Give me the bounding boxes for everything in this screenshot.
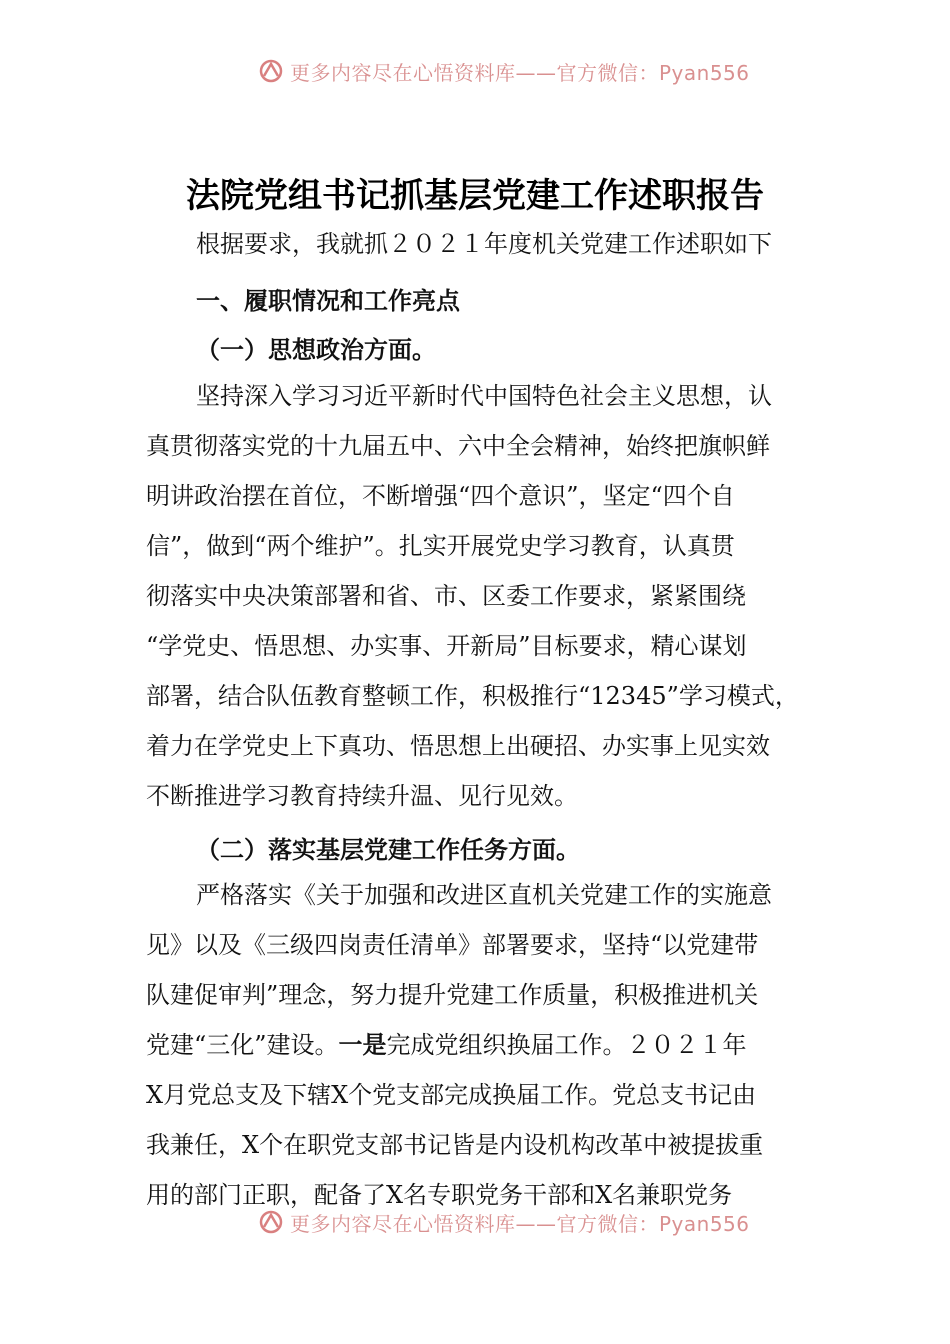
emphasis-text: 一是: [338, 1030, 387, 1059]
watermark-top: [258, 56, 778, 86]
watermark-text: 更多内容尽在心悟资料库——官方微信：Pyan556: [290, 60, 750, 85]
paragraph-line: X月党总支及下辖X个党支部完成换届工作。党总支书记由: [146, 1081, 757, 1109]
page-title: 法院党组书记抓基层党建工作述职报告: [186, 176, 764, 216]
watermark-bottom: [258, 1207, 778, 1237]
brand-logo-icon: [258, 1209, 284, 1235]
paragraph-line: 用的部门正职，配备了X名专职党务干部和X名兼职党务: [146, 1181, 733, 1209]
paragraph-text: 党建“三化”建设。: [146, 1031, 339, 1059]
paragraph-line: 不断推进学习教育持续升温、见行见效。: [146, 782, 578, 810]
paragraph-line: 明讲政治摆在首位，不断增强“四个意识”，坚定“四个自: [146, 482, 735, 510]
paragraph-line: 真贯彻落实党的十九届五中、六中全会精神，始终把旗帜鲜: [146, 432, 770, 460]
paragraph-line: 严格落实《关于加强和改进区直机关党建工作的实施意: [196, 881, 772, 909]
section-heading: 一、履职情况和工作亮点: [196, 287, 460, 315]
paragraph-line: 着力在学党史上下真功、悟思想上出硬招、办实事上见实效: [146, 732, 770, 760]
paragraph-line: [146, 1030, 747, 1060]
subsection-heading: （二）落实基层党建工作任务方面。: [196, 835, 580, 864]
paragraph-line: 坚持深入学习习近平新时代中国特色社会主义思想，认: [196, 382, 772, 410]
watermark-text: 更多内容尽在心悟资料库——官方微信：Pyan556: [290, 1211, 750, 1236]
intro-paragraph: 根据要求，我就抓２０２１年度机关党建工作述职如下: [196, 230, 772, 258]
paragraph-line: 部署，结合队伍教育整顿工作，积极推行“12345”学习模式，: [146, 682, 799, 710]
paragraph-line: 队建促审判”理念，努力提升党建工作质量，积极推进机关: [146, 981, 759, 1009]
paragraph-line: 信”，做到“两个维护”。扎实开展党史学习教育，认真贯: [146, 532, 735, 560]
paragraph-line: “学党史、悟思想、办实事、开新局”目标要求，精心谋划: [146, 632, 747, 660]
paragraph-line: 我兼任，X个在职党支部书记皆是内设机构改革中被提拔重: [146, 1131, 764, 1159]
subsection-heading: （一）思想政治方面。: [196, 335, 436, 364]
paragraph-text: 完成党组织换届工作。２０２１年: [386, 1031, 747, 1059]
brand-logo-icon: [258, 58, 284, 84]
paragraph-line: 彻落实中央决策部署和省、市、区委工作要求，紧紧围绕: [146, 582, 746, 610]
paragraph-line: 见》以及《三级四岗责任清单》部署要求，坚持“以党建带: [146, 931, 759, 959]
